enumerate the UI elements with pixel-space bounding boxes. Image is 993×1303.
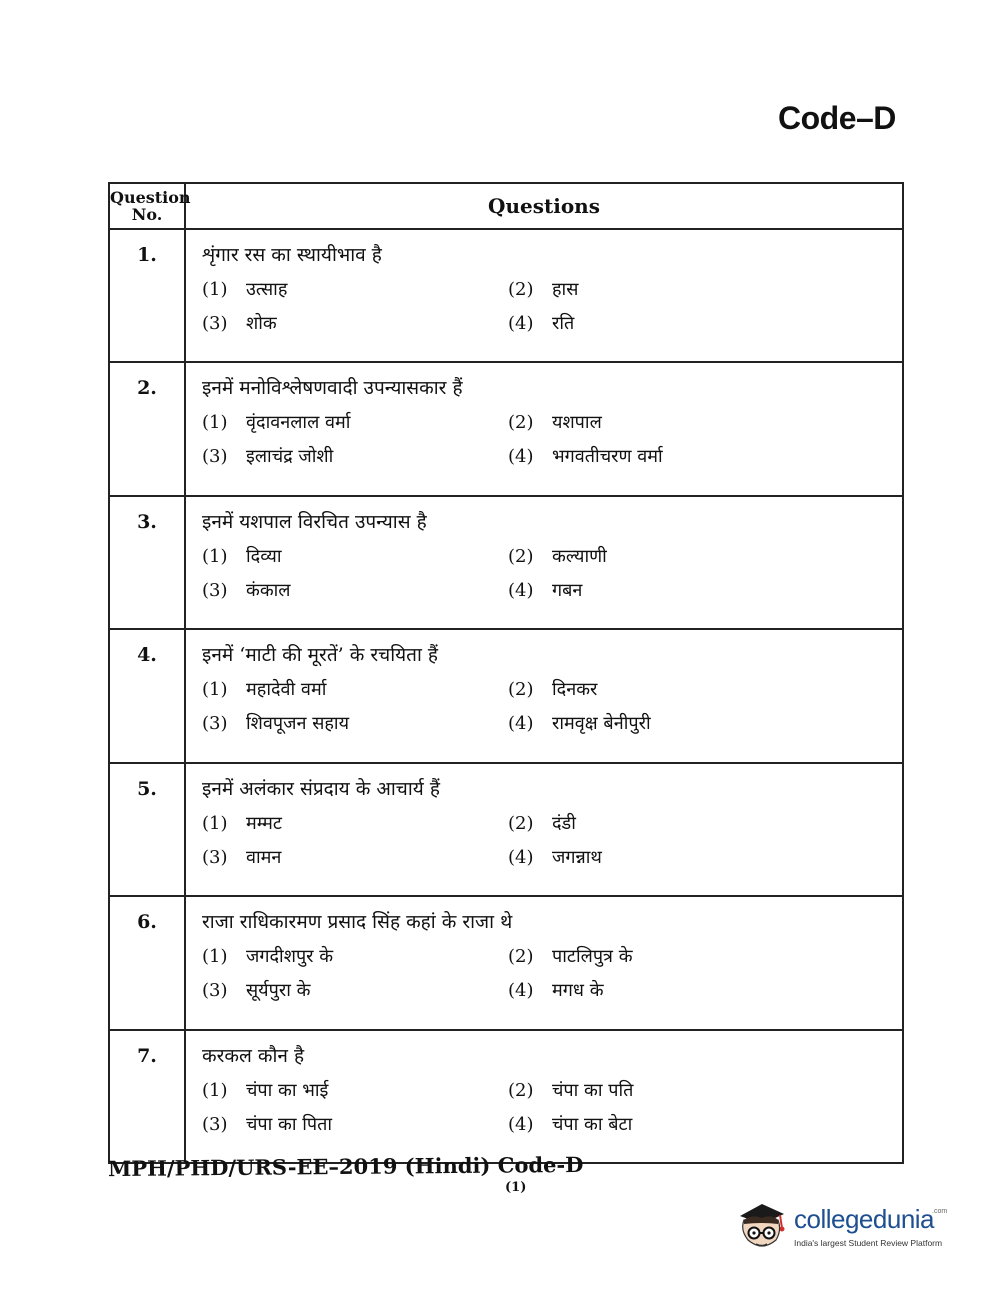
page-number: (1): [505, 1180, 527, 1195]
option-text: हास: [552, 279, 579, 300]
question-number: 3.: [109, 496, 185, 629]
question-text: इनमें अलंकार संप्रदाय के आचार्य हैं: [202, 777, 440, 800]
option-number: (1): [202, 412, 228, 434]
option-2: [508, 409, 902, 437]
option-4: [508, 844, 902, 872]
option-text: गबन: [552, 579, 583, 601]
question-cell: [185, 362, 903, 495]
option-text: रति: [552, 313, 575, 334]
options-grid: [202, 943, 902, 1005]
option-text: चंपा का पति: [552, 1079, 634, 1101]
option-number: (3): [202, 1113, 228, 1135]
option-1: [202, 1077, 508, 1105]
option-3: [202, 577, 508, 605]
questions-body: [109, 229, 903, 1163]
options-grid: [202, 543, 902, 605]
question-row-7: [109, 1030, 903, 1163]
option-number: (4): [508, 1113, 534, 1135]
logo-wordmark: collegedunia: [794, 1204, 935, 1234]
option-2: [508, 543, 902, 571]
option-number: (4): [508, 846, 534, 868]
question-number: 5.: [109, 763, 185, 896]
option-text: दिनकर: [552, 679, 598, 701]
table-header-row: [109, 183, 903, 229]
option-number: (4): [508, 713, 534, 735]
option-text: उत्साह: [246, 279, 288, 300]
option-text: वृंदावनलाल वर्मा: [246, 412, 351, 434]
option-3: [202, 443, 508, 471]
option-number: (2): [508, 1079, 534, 1101]
option-text: दंडी: [552, 812, 576, 834]
option-text: पाटलिपुत्र के: [552, 946, 633, 968]
question-row-3: [109, 496, 903, 629]
option-1: [202, 543, 508, 571]
option-number: (1): [202, 279, 228, 300]
option-text: भगवतीचरण वर्मा: [552, 446, 663, 468]
option-4: [508, 1111, 902, 1139]
mascot-icon: [732, 1196, 792, 1256]
option-number: (3): [202, 446, 228, 468]
option-text: कंकाल: [246, 579, 291, 601]
option-3: [202, 977, 508, 1005]
option-number: (2): [508, 812, 534, 834]
option-4: [508, 977, 902, 1005]
question-number: 6.: [109, 896, 185, 1029]
option-2: [508, 943, 902, 971]
option-number: (1): [202, 812, 228, 834]
option-number: (3): [202, 846, 228, 868]
option-text: इलाचंद्र जोशी: [246, 446, 334, 468]
option-3: [202, 710, 508, 738]
option-number: (4): [508, 980, 534, 1002]
option-text: चंपा का पिता: [246, 1113, 333, 1135]
question-cell: [185, 229, 903, 362]
question-number: 7.: [109, 1030, 185, 1163]
option-text: यशपाल: [552, 412, 602, 434]
options-grid: [202, 676, 902, 738]
option-text: जगन्नाथ: [552, 846, 602, 868]
logo-tagline: India's largest Student Review Platform: [794, 1238, 943, 1248]
option-number: (2): [508, 679, 534, 701]
option-2: [508, 810, 902, 838]
option-number: (4): [508, 579, 534, 601]
logo-suffix: .com: [932, 1208, 948, 1215]
option-number: (1): [202, 946, 228, 968]
option-number: (2): [508, 412, 534, 434]
option-text: जगदीशपुर के: [246, 946, 334, 968]
column-header-question-no: Question No.: [109, 183, 185, 229]
question-text: शृंगार रस का स्थायीभाव है: [202, 244, 382, 266]
option-number: (1): [202, 545, 228, 567]
questions-table: [108, 182, 904, 1164]
question-text: इनमें यशपाल विरचित उपन्यास है: [202, 510, 427, 533]
option-number: (1): [202, 1079, 228, 1101]
question-cell: [185, 496, 903, 629]
options-grid: [202, 276, 902, 338]
option-3: [202, 310, 508, 338]
option-number: (2): [508, 545, 534, 567]
question-cell: [185, 896, 903, 1029]
question-cell: [185, 629, 903, 762]
option-text: शिवपूजन सहाय: [246, 713, 350, 735]
question-text: इनमें मनोविश्लेषणवादी उपन्यासकार हैं: [202, 377, 463, 400]
options-grid: [202, 810, 902, 872]
option-text: दिव्या: [246, 545, 282, 567]
option-number: (4): [508, 313, 534, 334]
option-number: (2): [508, 946, 534, 968]
question-text: इनमें ‘माटी की मूरतें’ के रचयिता हैं: [202, 644, 439, 667]
option-text: शोक: [246, 313, 277, 334]
option-4: [508, 443, 902, 471]
question-text: करकल कौन है: [202, 1044, 305, 1067]
question-cell: [185, 1030, 903, 1163]
question-number: 1.: [109, 229, 185, 362]
option-2: [508, 676, 902, 704]
option-2: [508, 1077, 902, 1105]
question-row-4: [109, 629, 903, 762]
exam-code-header: Code–D: [778, 100, 896, 136]
option-text: सूर्यपुरा के: [246, 980, 311, 1002]
option-text: चंपा का बेटा: [552, 1113, 633, 1135]
option-4: [508, 310, 902, 338]
option-1: [202, 276, 508, 304]
option-1: [202, 409, 508, 437]
option-1: [202, 943, 508, 971]
option-4: [508, 577, 902, 605]
option-number: (3): [202, 579, 228, 601]
option-text: रामवृक्ष बेनीपुरी: [552, 713, 651, 735]
option-number: (3): [202, 980, 228, 1002]
option-text: महादेवी वर्मा: [246, 679, 327, 701]
question-text: राजा राधिकारमण प्रसाद सिंह कहां के राजा थे: [202, 911, 513, 934]
question-row-6: [109, 896, 903, 1029]
option-3: [202, 844, 508, 872]
option-text: चंपा का भाई: [246, 1079, 329, 1101]
question-row-1: [109, 229, 903, 362]
option-text: मगध के: [552, 980, 604, 1002]
question-number: 4.: [109, 629, 185, 762]
option-text: कल्याणी: [552, 545, 607, 567]
question-cell: [185, 763, 903, 896]
option-2: [508, 276, 902, 304]
collegedunia-logo: [732, 1196, 962, 1256]
option-text: वामन: [246, 846, 282, 868]
option-1: [202, 676, 508, 704]
option-number: (1): [202, 679, 228, 701]
option-number: (3): [202, 313, 228, 334]
options-grid: [202, 1077, 902, 1139]
column-header-questions: Questions: [185, 183, 903, 229]
question-row-5: [109, 763, 903, 896]
question-row-2: [109, 362, 903, 495]
footer-code-line: MPH/PHD/URS-EE–2019 (Hindi) Code-D: [107, 1151, 584, 1182]
option-number: (4): [508, 446, 534, 468]
options-grid: [202, 409, 902, 471]
option-1: [202, 810, 508, 838]
option-3: [202, 1111, 508, 1139]
option-number: (3): [202, 713, 228, 735]
option-number: (2): [508, 279, 534, 300]
option-4: [508, 710, 902, 738]
option-text: मम्मट: [246, 812, 282, 834]
question-number: 2.: [109, 362, 185, 495]
